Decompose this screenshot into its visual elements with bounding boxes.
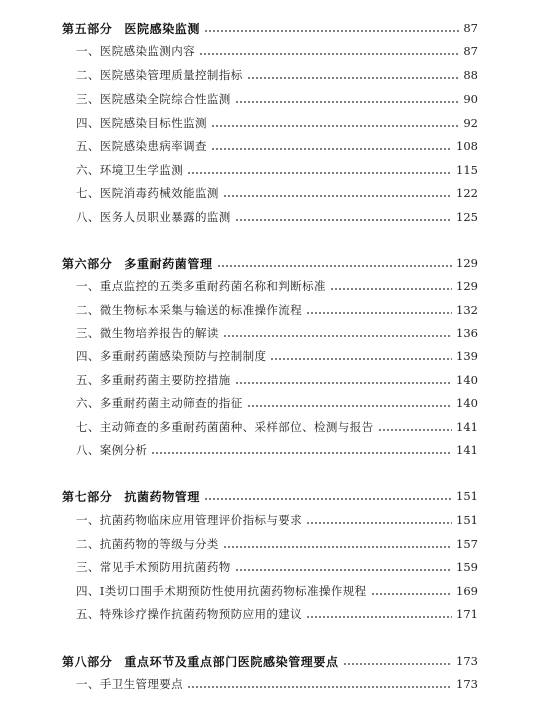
part-heading-label — [62, 255, 213, 272]
page-number: 122 — [456, 186, 478, 200]
toc-entry-label: 五、特殊诊疗操作抗菌药物预防应用的建议 — [76, 607, 303, 621]
page-number: 88 — [463, 68, 478, 82]
toc-entry — [0, 323, 554, 343]
toc-entry-label: 五、多重耐药菌主要防控措施 — [76, 373, 231, 387]
toc-entry — [0, 604, 554, 624]
part-title: 重点环节及重点部门医院感染管理要点 — [124, 654, 339, 669]
dot-leader — [270, 358, 452, 360]
dot-leader — [223, 195, 452, 197]
part-heading — [0, 486, 554, 506]
toc-entry-label: 二、微生物标本采集与输送的标准操作流程 — [76, 303, 303, 317]
dot-leader — [235, 219, 452, 221]
part-heading-label — [62, 20, 200, 37]
toc-entry-label: 二、抗菌药物的等级与分类 — [76, 537, 219, 551]
page-number: 125 — [456, 210, 478, 224]
toc-entry — [0, 65, 554, 85]
part-number: 第七部分 — [62, 489, 113, 504]
dot-leader — [211, 125, 459, 127]
page-number: 136 — [456, 326, 478, 340]
dot-leader — [204, 30, 459, 32]
toc-entry — [0, 510, 554, 530]
toc-entry-label: 四、医院感染目标性监测 — [76, 116, 207, 130]
toc-entry-label: 一、抗菌药物临床应用管理评价指标与要求 — [76, 513, 303, 527]
page-number: 87 — [463, 44, 478, 58]
dot-leader — [306, 522, 452, 524]
toc-entry-label: 七、主动筛查的多重耐药菌菌种、采样部位、检测与报告 — [76, 420, 374, 434]
page-number: 90 — [463, 92, 478, 106]
toc-entry-label: 一、手卫生管理要点 — [76, 677, 184, 691]
page-number: 129 — [456, 256, 478, 270]
part-heading-label — [62, 653, 339, 670]
part-number: 第八部分 — [62, 654, 113, 669]
toc-entry-label: 三、常见手术预防用抗菌药物 — [76, 560, 231, 574]
page-number: 141 — [456, 443, 478, 457]
part-heading — [0, 18, 554, 38]
toc-entry — [0, 417, 554, 437]
page-number: 173 — [456, 677, 478, 691]
toc-entry — [0, 440, 554, 460]
dot-leader — [235, 569, 452, 571]
toc-entry-label: 五、医院感染患病率调查 — [76, 139, 207, 153]
part-heading — [0, 253, 554, 273]
toc-entry — [0, 136, 554, 156]
toc-entry-label: 一、医院感染监测内容 — [76, 44, 195, 58]
toc-entry — [0, 89, 554, 109]
page-number: 87 — [463, 21, 478, 35]
page-number: 140 — [456, 373, 478, 387]
toc-entry-label: 六、多重耐药菌主动筛查的指征 — [76, 396, 243, 410]
dot-leader — [343, 663, 452, 665]
dot-leader — [223, 546, 452, 548]
toc-entry — [0, 41, 554, 61]
toc-entry-label: 三、医院感染全院综合性监测 — [76, 92, 231, 106]
dot-leader — [306, 312, 452, 314]
part-heading — [0, 651, 554, 671]
part-title: 医院感染监测 — [124, 21, 201, 36]
toc-entry-label: 六、环境卫生学监测 — [76, 163, 184, 177]
part-number: 第五部分 — [62, 21, 113, 36]
page-number: 139 — [456, 349, 478, 363]
toc-entry — [0, 370, 554, 390]
dot-leader — [247, 77, 460, 79]
toc-entry — [0, 276, 554, 296]
page-number: 129 — [456, 279, 478, 293]
dot-leader — [211, 148, 452, 150]
dot-leader — [371, 593, 453, 595]
toc-entry — [0, 674, 554, 694]
page-number: 92 — [463, 116, 478, 130]
dot-leader — [151, 452, 452, 454]
toc-entry — [0, 160, 554, 180]
page-number: 169 — [456, 584, 478, 598]
dot-leader — [235, 382, 452, 384]
toc-entry — [0, 581, 554, 601]
dot-leader — [235, 101, 460, 103]
dot-leader — [247, 405, 452, 407]
toc-entry-label: 八、案例分析 — [76, 443, 148, 457]
dot-leader — [223, 335, 452, 337]
toc-entry-label: 七、医院消毒药械效能监测 — [76, 186, 219, 200]
toc-entry — [0, 346, 554, 366]
toc-entry — [0, 183, 554, 203]
dot-leader — [217, 265, 452, 267]
dot-leader — [187, 686, 452, 688]
page-number: 108 — [456, 139, 478, 153]
toc-entry-label: 四、Ⅰ类切口围手术期预防性使用抗菌药物标准操作规程 — [76, 584, 367, 598]
part-title: 多重耐药菌管理 — [124, 256, 213, 271]
dot-leader — [204, 498, 452, 500]
toc-entry — [0, 534, 554, 554]
toc-entry — [0, 393, 554, 413]
toc-entry-label: 二、医院感染管理质量控制指标 — [76, 68, 243, 82]
toc-entry — [0, 113, 554, 133]
page-number: 157 — [456, 537, 478, 551]
dot-leader — [187, 172, 452, 174]
toc-entry-label: 一、重点监控的五类多重耐药菌名称和判断标准 — [76, 279, 326, 293]
page-number: 151 — [456, 489, 478, 503]
page-number: 159 — [456, 560, 478, 574]
dot-leader — [378, 429, 453, 431]
toc-entry — [0, 207, 554, 227]
page-number: 115 — [456, 163, 478, 177]
toc-entry — [0, 300, 554, 320]
toc-entry-label: 八、医务人员职业暴露的监测 — [76, 210, 231, 224]
page-number: 140 — [456, 396, 478, 410]
part-number: 第六部分 — [62, 256, 113, 271]
page-number: 173 — [456, 654, 478, 668]
page-number: 141 — [456, 420, 478, 434]
toc-entry — [0, 557, 554, 577]
dot-leader — [306, 616, 452, 618]
dot-leader — [199, 53, 459, 55]
toc-entry-label: 三、微生物培养报告的解读 — [76, 326, 219, 340]
page-number: 171 — [456, 607, 478, 621]
part-heading-label — [62, 488, 200, 505]
page-number: 151 — [456, 513, 478, 527]
toc-entry-label: 四、多重耐药菌感染预防与控制制度 — [76, 349, 267, 363]
dot-leader — [330, 288, 452, 290]
part-title: 抗菌药物管理 — [124, 489, 201, 504]
page-number: 132 — [456, 303, 478, 317]
